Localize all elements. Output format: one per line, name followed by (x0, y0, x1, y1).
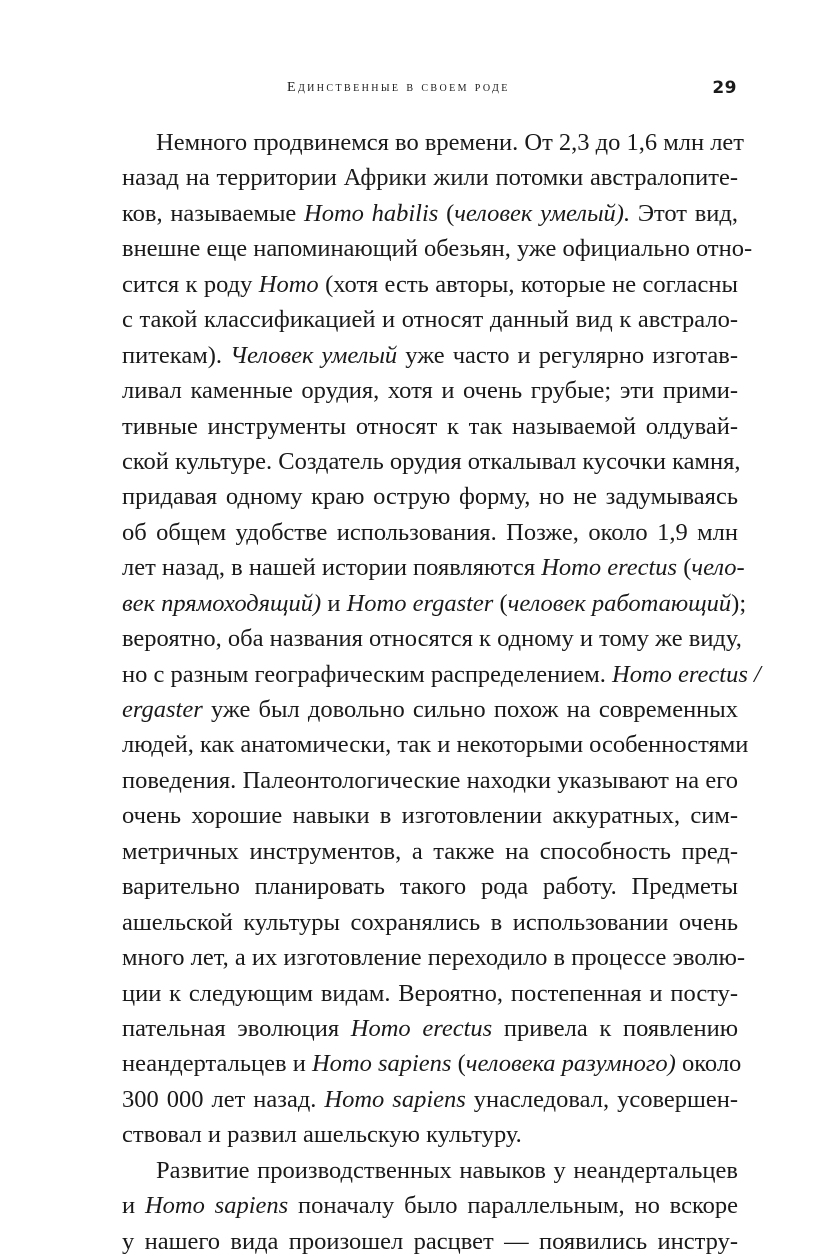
text-line (122, 125, 745, 160)
text-line (122, 727, 749, 762)
text-run: ); (731, 589, 747, 617)
text-line (122, 302, 738, 337)
text-run: Развитие производственных навыков у неандертальцев (156, 1156, 738, 1184)
text-run: ашельской культуры сохранялись в использовании очень (122, 908, 738, 936)
text-run: неандертальцев и (122, 1050, 312, 1078)
italic-run: Homo erectus / (612, 660, 761, 688)
text-run: ской культуре. Создатель орудия откалывал кусочки камня, (122, 447, 741, 475)
text-line (122, 869, 738, 904)
text-run: поначалу было параллельным, но вскоре (288, 1192, 738, 1220)
text-line (122, 834, 738, 869)
page-number: 29 (712, 78, 737, 98)
text-line (122, 621, 742, 656)
text-line (122, 976, 738, 1011)
italic-run: человек работающий (507, 589, 732, 617)
italic-run: ergaster (122, 696, 203, 723)
text-line (122, 1224, 738, 1259)
italic-run: Homo sapiens (144, 1192, 289, 1220)
body-text (122, 125, 761, 1259)
text-line (122, 1188, 738, 1223)
text-line (122, 586, 747, 621)
italic-run: Homo ergaster (346, 589, 494, 617)
text-run: лет назад, в нашей истории появляются (122, 554, 542, 582)
text-run: унаследовал, усовершен- (465, 1085, 739, 1113)
text-run: ливал каменные орудия, хотя и очень грубые; эти прими- (122, 377, 738, 405)
text-run: ции к следующим видам. Вероятно, постепенная и посту- (122, 979, 738, 1007)
text-line (122, 196, 738, 231)
text-run: но с разным географическим распределением. (122, 660, 613, 688)
text-run: тивные инструменты относят к так называемой олдувай- (122, 412, 738, 440)
text-run: метричных инструментов, а также на способность пред- (122, 837, 738, 865)
italic-run: Homo sapiens (311, 1050, 452, 1078)
text-line (122, 267, 738, 302)
italic-run: Homo habilis (304, 199, 439, 227)
text-run: много лет, а их изготовление переходило в процессе эволю- (122, 944, 746, 972)
text-line (122, 515, 738, 550)
text-run: у нашего вида произошел расцвет — появились инстру- (122, 1227, 738, 1255)
text-run: об общем удобстве использования. Позже, около 1,9 млн (122, 518, 738, 546)
text-run: ( (451, 1050, 466, 1078)
text-run: очень хорошие навыки в изготовлении аккуратных, сим- (122, 802, 738, 830)
italic-run: Homo (258, 270, 319, 298)
text-line (122, 1153, 738, 1188)
text-run: ствовал и развил ашельскую культуру. (122, 1121, 522, 1149)
text-run: назад на территории Африки жили потомки австралопите- (122, 164, 738, 192)
text-run: ( (493, 589, 508, 617)
text-line (122, 1082, 738, 1117)
italic-run: чело- (691, 554, 745, 582)
running-header (122, 78, 737, 104)
text-run: питекам). (122, 341, 231, 369)
text-line (122, 692, 738, 727)
text-run: и (122, 1192, 145, 1220)
italic-run: Homo sapiens (324, 1085, 466, 1113)
text-line (122, 338, 738, 373)
text-run: с такой классификацией и относят данный вид к австрало- (122, 306, 738, 334)
text-run: уже был довольно сильно похож на современных (202, 696, 738, 723)
text-line (122, 1011, 738, 1046)
italic-run: человека разумного) (465, 1050, 676, 1078)
text-run: пательная эволюция (122, 1014, 351, 1042)
text-run: ( (438, 199, 455, 227)
text-run: придавая одному краю острую форму, но не задумываясь (122, 483, 738, 511)
text-run: ( (677, 554, 692, 582)
text-line (122, 798, 738, 833)
text-line (122, 905, 738, 940)
text-run: ков, называемые (122, 199, 305, 227)
text-run: вероятно, оба названия относятся к одному и тому же виду, (122, 625, 742, 653)
text-line (122, 763, 738, 798)
text-run: варительно планировать такого рода работу. Предметы (122, 873, 738, 901)
running-title: Единственные в своем роде (287, 80, 510, 95)
italic-run: Homo erectus (350, 1014, 493, 1042)
text-line (122, 657, 761, 692)
italic-run: человек умелый). (454, 199, 631, 227)
text-run: (хотя есть авторы, которые не согласны (318, 270, 738, 298)
text-line (122, 1117, 738, 1152)
text-run: людей, как анатомически, так и некоторыми особенностями (122, 731, 749, 759)
text-run: около (675, 1050, 742, 1078)
text-run: привела к появлению (492, 1014, 739, 1042)
text-run: 300 000 лет назад. (122, 1085, 325, 1113)
text-run: и (321, 589, 347, 617)
text-line (122, 231, 753, 266)
italic-run: Человек умелый (230, 341, 398, 369)
text-run: внешне еще напоминающий обезьян, уже официально отно- (122, 235, 753, 263)
text-line (122, 444, 741, 479)
text-run: уже часто и регулярно изготав- (397, 341, 738, 369)
text-line (122, 1046, 742, 1081)
italic-run: век прямоходящий) (122, 589, 322, 617)
text-line (122, 160, 738, 195)
text-run: сится к роду (122, 270, 259, 298)
text-line (122, 373, 738, 408)
text-run: Немного продвинемся во времени. От 2,3 до 1,6 млн лет (156, 129, 745, 156)
italic-run: Homo erectus (541, 554, 678, 582)
text-run: поведения. Палеонтологические находки указывают на его (122, 766, 738, 794)
text-line (122, 940, 746, 975)
text-run: Этот вид, (630, 199, 739, 227)
text-line (122, 409, 738, 444)
text-line (122, 479, 738, 514)
text-line (122, 550, 745, 585)
